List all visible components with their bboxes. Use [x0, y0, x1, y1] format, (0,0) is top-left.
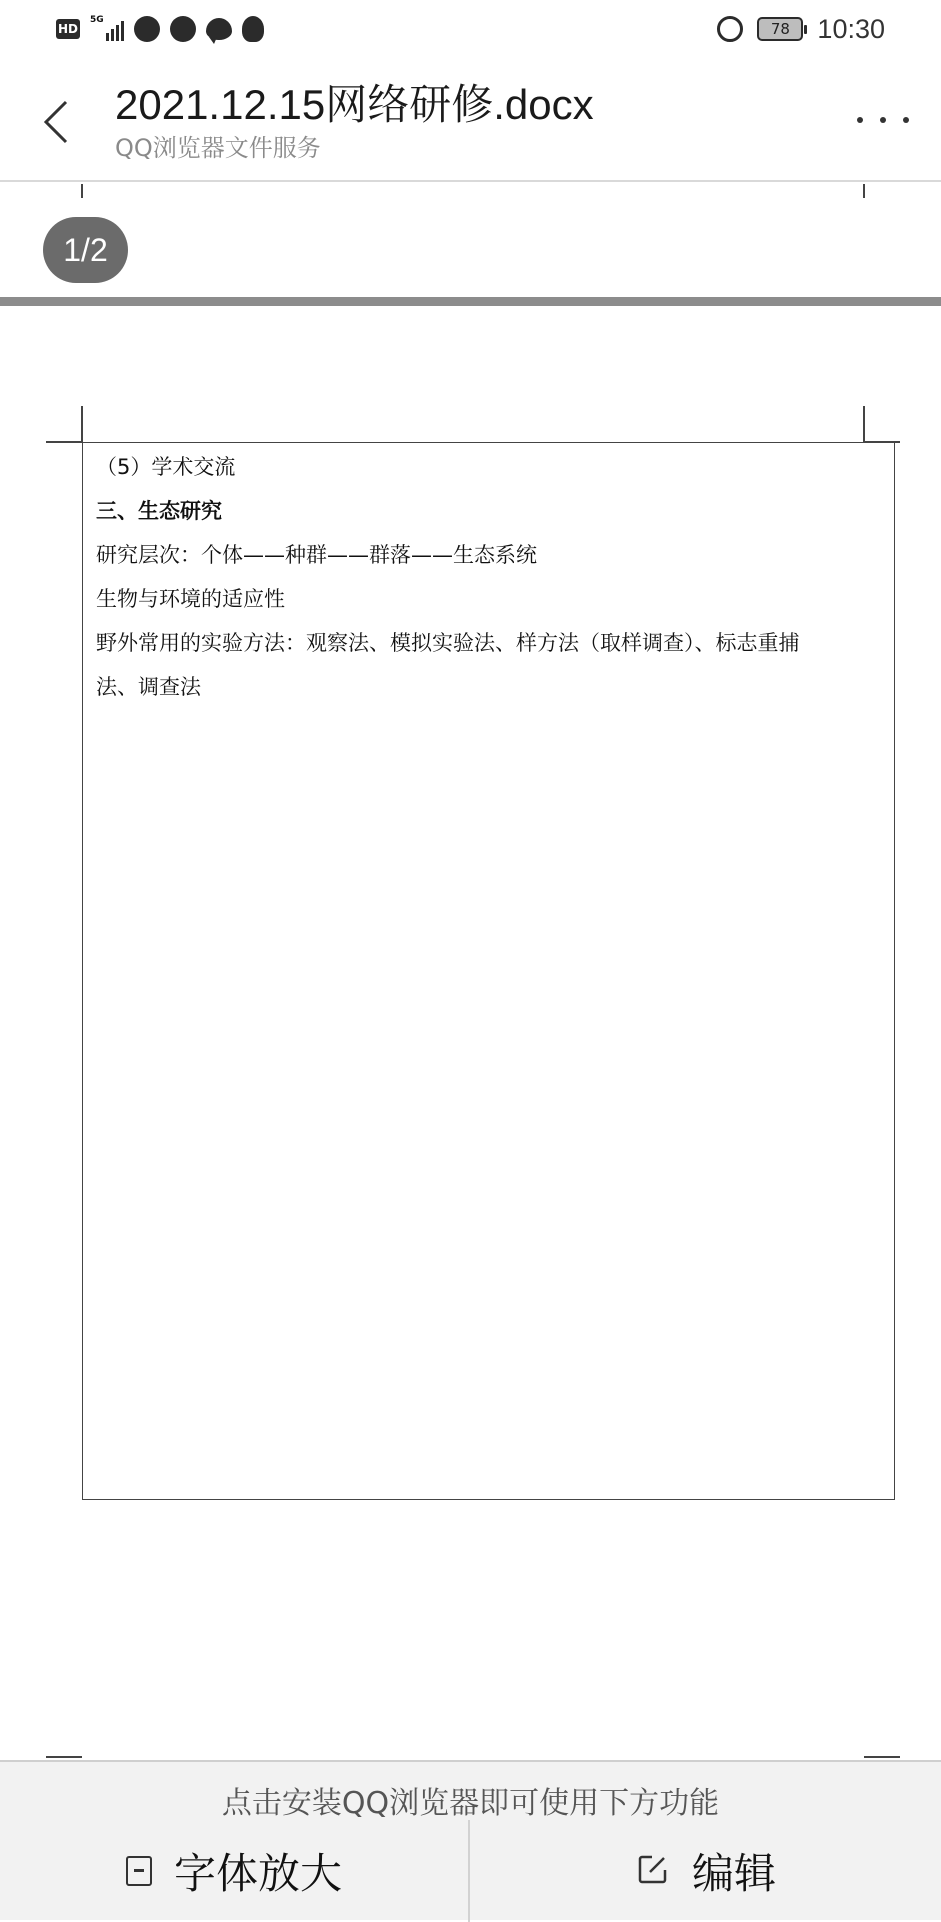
signal-5g-icon: 5G: [90, 17, 124, 41]
header: [0, 58, 941, 182]
battery-level: 78: [770, 20, 790, 38]
browser-notification-icon: [170, 16, 196, 42]
page-corner-mark: [863, 184, 865, 198]
back-button[interactable]: [34, 92, 84, 152]
message-icon: [206, 18, 232, 40]
font-enlarge-button[interactable]: [0, 1820, 470, 1922]
install-hint[interactable]: 点击安装QQ浏览器即可使用下方功能: [221, 1786, 720, 1821]
page-corner-mark: [46, 441, 82, 443]
edit-label: 编辑: [691, 1849, 776, 1898]
more-options-button[interactable]: [857, 108, 909, 132]
edit-button[interactable]: [471, 1820, 941, 1922]
doc-line: 生物与环境的适应性: [96, 587, 285, 611]
doc-line: 野外常用的实验方法：观察法、模拟实验法、样方法（取样调查）、标志重捕: [96, 631, 800, 655]
page-corner-mark: [81, 184, 83, 198]
more-dot-icon: [880, 117, 886, 123]
document-title: 2021.12.15网络研修.docx: [115, 81, 594, 128]
battery-icon: [757, 17, 803, 41]
font-enlarge-label: 字体放大: [173, 1849, 342, 1898]
qq-icon: [242, 16, 264, 42]
document-subtitle: QQ浏览器文件服务: [115, 134, 321, 162]
chevron-left-icon: [34, 92, 84, 152]
status-bar: [0, 0, 941, 58]
edit-icon: [636, 1852, 670, 1890]
page-corner-mark: [863, 406, 865, 442]
page-corner-mark: [81, 406, 83, 442]
page-separator: [0, 297, 941, 306]
doc-line: （5）学术交流: [96, 455, 236, 479]
page-corner-mark: [864, 1756, 900, 1758]
more-dot-icon: [857, 117, 863, 123]
bottom-toolbar: [0, 1760, 941, 1920]
document-page: [82, 442, 895, 1500]
more-dot-icon: [903, 117, 909, 123]
doc-line: 法、调查法: [96, 675, 201, 699]
status-left-icons: [56, 14, 264, 44]
font-size-icon: [126, 1856, 152, 1886]
page-corner-mark: [46, 1756, 82, 1758]
hd-icon: HD: [56, 19, 80, 39]
status-right-icons: [717, 12, 885, 46]
alarm-icon: [717, 16, 743, 42]
app-notification-icon: [134, 16, 160, 42]
clock: 10:30: [817, 13, 885, 44]
document-viewer[interactable]: [0, 184, 941, 1760]
doc-line: 研究层次：个体——种群——群落——生态系统: [96, 543, 537, 567]
doc-heading: 三、生态研究: [96, 499, 222, 523]
page-indicator: 1/2: [43, 217, 128, 283]
